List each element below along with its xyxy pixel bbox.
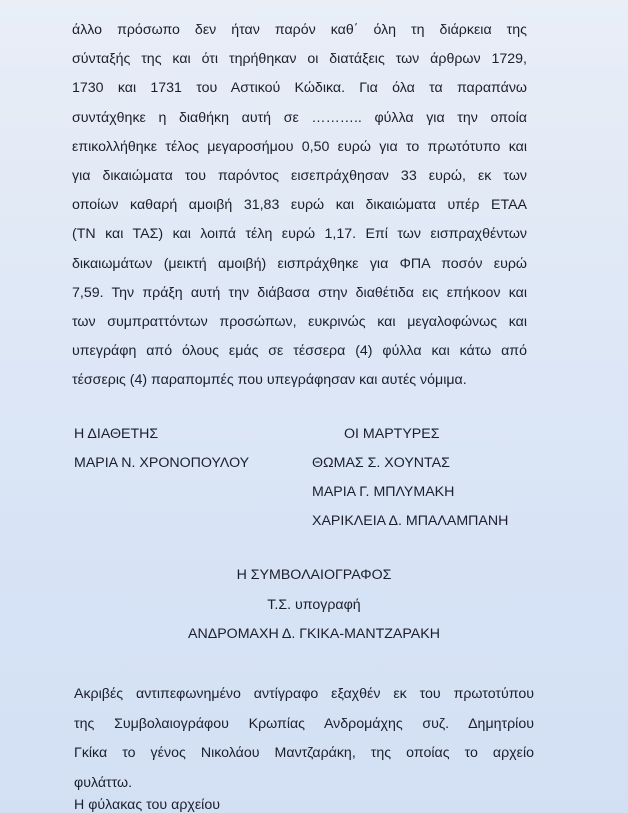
- will-closing-paragraph: [72, 16, 527, 396]
- notary-heading: Η ΣΥΜΒΟΛΑΙΟΓΡΑΦΟΣ: [236, 567, 392, 583]
- paragraph-line: Γκίκα το γένος Νικολάου Μαντζαράκη, της οποίας το αρχείο: [74, 745, 534, 761]
- certified-copy-paragraph: [74, 680, 534, 798]
- witnesses-heading: ΟΙ ΜΑΡΤΥΡΕΣ: [344, 426, 440, 442]
- notary-name: ΑΝΔΡΟΜΑΧΗ Δ. ΓΚΙΚΑ-ΜΑΝΤΖΑΡΑΚΗ: [188, 626, 440, 642]
- paragraph-line: επικολλήθηκε τέλος μεγαροσήμου 0,50 ευρώ για το πρωτότυπο και: [72, 138, 527, 155]
- paragraph-line: σύνταξής της και ότι τηρήθηκαν οι διατάξεις των άρθρων 1729,: [72, 51, 527, 68]
- testator-heading: Η ΔΙΑΘΕΤΗΣ: [74, 426, 159, 442]
- paragraph-line: τέσσερις (4) παραπομπές που υπεγράφησαν και αυτές νόμιμα.: [72, 372, 467, 389]
- paragraph-line: 7,59. Την πράξη αυτή την διάβασα στην διαθέτιδα εις επήκοον και: [72, 284, 527, 301]
- witness-name: ΘΩΜΑΣ Σ. ΧΟΥΝΤΑΣ: [312, 455, 450, 471]
- paragraph-line: 1730 και 1731 του Αστικού Κώδικα. Για όλα τα παραπάνω: [72, 80, 527, 97]
- paragraph-line: των συμπραττόντων προσώπων, ευκρινώς και μεγαλοφώνως και: [72, 314, 527, 331]
- paragraph-line: της Συμβολαιογράφου Κρωπίας Ανδρομάχης συζ. Δημητρίου: [74, 715, 534, 732]
- archive-guardian-label: Η φύλακας του αρχείου: [74, 797, 220, 813]
- witness-name: ΜΑΡΙΑ Γ. ΜΠΛΥΜΑΚΗ: [312, 484, 455, 500]
- testator-name: ΜΑΡΙΑ Ν. ΧΡΟΝΟΠΟΥΛΟΥ: [74, 455, 250, 471]
- paragraph-line: για δικαιώματα του παρόντος εισεπράχθησαν 33 ευρώ, εκ των: [72, 168, 527, 185]
- notary-signature-note: Τ.Σ. υπογραφή: [267, 597, 361, 613]
- paragraph-line: υπεγράφη από όλους εμάς σε τέσσερα (4) φύλλα και κάτω από: [72, 343, 527, 360]
- paragraph-line: συντάχθηκε η διαθήκη αυτή σε ……….. φύλλα για την οποία: [72, 109, 527, 126]
- paragraph-line: Ακριβές αντιπεφωνημένο αντίγραφο εξαχθέν εκ του πρωτοτύπου: [74, 686, 534, 702]
- paragraph-line: (ΤΝ και ΤΑΣ) και λοιπά τέλη ευρώ 1,17. Επί των εισπραχθέντων: [72, 226, 527, 243]
- paragraph-line: φυλάττω.: [74, 774, 133, 791]
- paragraph-line: δικαιωμάτων (μεικτή αμοιβή) εισπράχθηκε για ΦΠΑ ποσόν ευρώ: [72, 255, 527, 272]
- paragraph-line: οποίων καθαρή αμοιβή 31,83 ευρώ και δικαιώματα υπέρ ΕΤΑΑ: [72, 197, 527, 214]
- witness-name: ΧΑΡΙΚΛΕΙΑ Δ. ΜΠΑΛΑΜΠΑΝΗ: [312, 513, 509, 529]
- paragraph-line: άλλο πρόσωπο δεν ήταν παρόν καθ΄ όλη τη διάρκεια της: [72, 22, 527, 38]
